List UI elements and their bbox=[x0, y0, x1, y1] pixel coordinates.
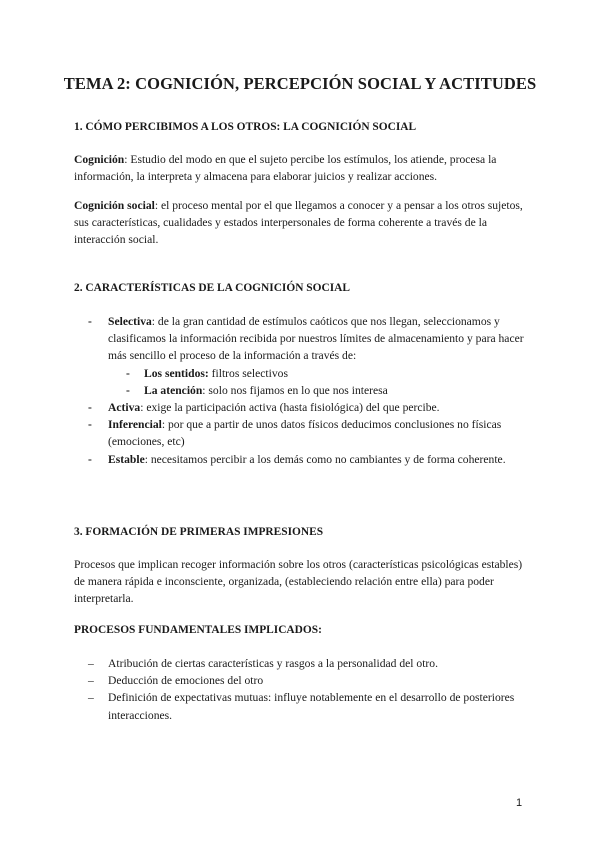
processes-list bbox=[74, 655, 529, 724]
list-item-text: Deducción de emociones del otro bbox=[108, 674, 264, 688]
definition-cognicion-social bbox=[74, 197, 529, 249]
dash-marker: – bbox=[88, 657, 94, 670]
page-number: 1 bbox=[516, 797, 523, 809]
list-item-term: Estable bbox=[108, 452, 145, 466]
list-item bbox=[74, 313, 529, 399]
list-item-text: : exige la participación activa (hasta fisiológica) del que percibe. bbox=[140, 401, 440, 415]
list-item-term: Inferencial bbox=[108, 418, 162, 432]
section-3-paragraph-text: Procesos que implican recoger información sobre los otros (características psicológicas estables) de manera rápida e inconsciente, organizada, (estableciendo relación entre ella) para poder interpretarla. bbox=[74, 558, 523, 606]
definition-cognicion-text: : Estudio del modo en que el sujeto percibe los estímulos, los atiende, procesa la información, la interpreta y almacena para elaborar juicios y realizar acciones. bbox=[74, 153, 497, 184]
section-2-heading: 2. CARACTERÍSTICAS DE LA COGNICIÓN SOCIAL bbox=[74, 282, 350, 294]
list-item bbox=[74, 655, 529, 672]
sub-list-item bbox=[108, 365, 529, 382]
bullet-marker: - bbox=[88, 452, 92, 466]
definition-cognicion-social-text: : el proceso mental por el que llegamos a conocer y a pensar a los otros sujetos, sus características, cualidades y estados interpersonales de forma coherente a través de la interacción social. bbox=[74, 199, 523, 247]
term-cognicion-social: Cognición social bbox=[74, 199, 155, 212]
definition-cognicion bbox=[74, 151, 529, 185]
list-item bbox=[74, 451, 529, 468]
sub-list-item-text: : solo nos fijamos en lo que nos interesa bbox=[202, 383, 388, 397]
bullet-marker: - bbox=[88, 401, 92, 415]
section-3-subheading: PROCESOS FUNDAMENTALES IMPLICADOS: bbox=[74, 624, 322, 636]
list-item-text: : necesitamos percibir a los demás como no cambiantes y de forma coherente. bbox=[144, 452, 506, 466]
characteristics-list bbox=[74, 313, 529, 468]
section-3-heading: 3. FORMACIÓN DE PRIMERAS IMPRESIONES bbox=[74, 526, 324, 538]
list-item bbox=[74, 399, 529, 416]
list-item-term: Selectiva bbox=[108, 315, 152, 328]
dash-marker: – bbox=[88, 674, 94, 688]
sub-list-item-term: La atención bbox=[144, 383, 203, 397]
page-title: TEMA 2: COGNICIÓN, PERCEPCIÓN SOCIAL Y ACTITUDES bbox=[63, 74, 537, 93]
bullet-marker: - bbox=[126, 366, 130, 380]
list-item bbox=[74, 689, 529, 723]
list-item-term: Activa bbox=[108, 401, 141, 415]
list-item bbox=[74, 416, 529, 450]
sub-list-item bbox=[108, 382, 529, 399]
list-item-text: Atribución de ciertas características y rasgos a la personalidad del otro. bbox=[108, 657, 438, 670]
bullet-marker: - bbox=[88, 315, 92, 328]
bullet-marker: - bbox=[88, 418, 92, 432]
sub-list-item-term: Los sentidos: bbox=[144, 366, 209, 380]
section-3-paragraph bbox=[74, 556, 529, 608]
list-item-text: Definición de expectativas mutuas: influye notablemente en el desarrollo de posteriores interacciones. bbox=[108, 691, 515, 722]
term-cognicion: Cognición bbox=[74, 153, 125, 166]
section-1-heading: 1. CÓMO PERCIBIMOS A LOS OTROS: LA COGNICIÓN SOCIAL bbox=[74, 121, 417, 133]
list-item-text: : por que a partir de unos datos físicos deducimos conclusiones no físicas (emociones, etc) bbox=[108, 418, 502, 449]
list-item bbox=[74, 672, 529, 689]
sub-list-item-text: filtros selectivos bbox=[208, 366, 288, 380]
dash-marker: – bbox=[88, 691, 94, 705]
bullet-marker: - bbox=[126, 383, 130, 397]
list-item-text: : de la gran cantidad de estímulos caóticos que nos llegan, seleccionamos y clasificamos la información recibida por nuestros límites de almacenamiento y para hacer más sencillo el proceso de la información a través de: bbox=[108, 315, 524, 363]
